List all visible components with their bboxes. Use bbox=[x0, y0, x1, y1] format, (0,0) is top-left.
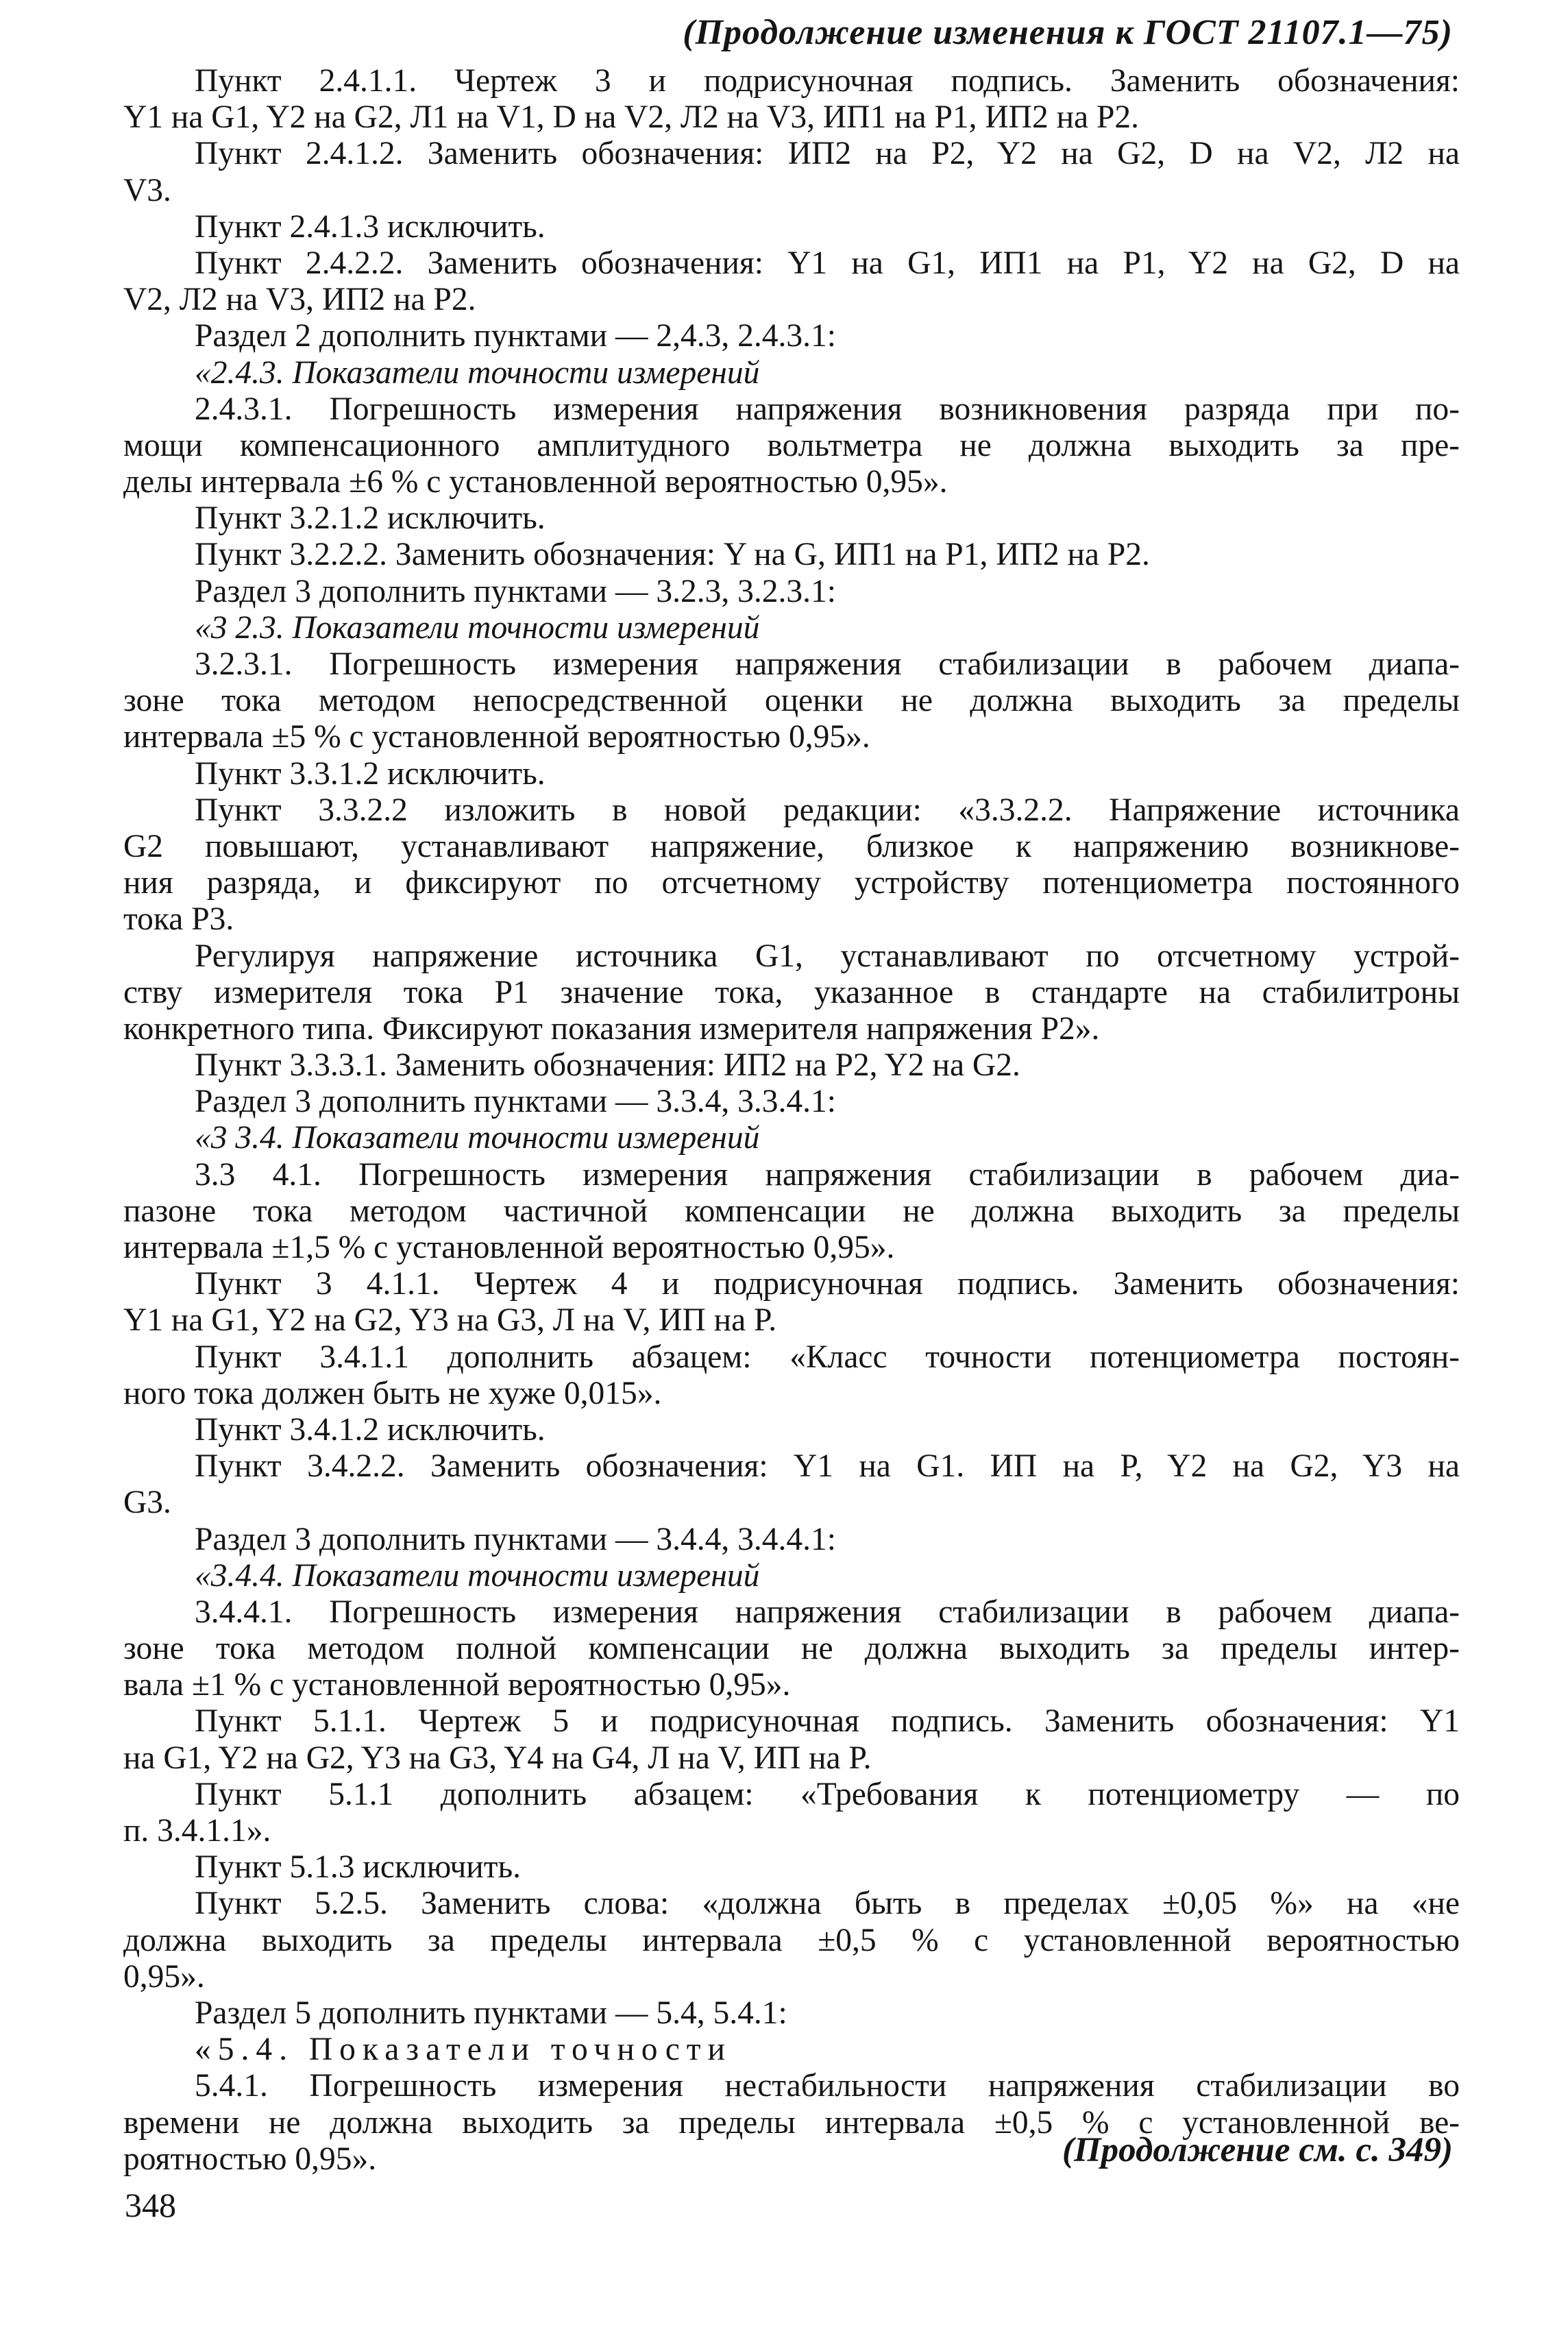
page-header: (Продолжение изменения к ГОСТ 21107.1—75) bbox=[683, 13, 1453, 52]
text-line: Пункт 2.4.1.1. Чертеж 3 и подрисуночная подпись. Заменить обозначения: bbox=[195, 63, 1460, 99]
text-line: времени не должна выходить за пределы интервала ±0,5 % с установленной ве- bbox=[123, 2104, 1460, 2141]
text-line: Пункт 3.3.1.2 исключить. bbox=[195, 755, 546, 792]
text-line: Пункт 3.3.3.1. Заменить обозначения: ИП2 на P2, Y2 на G2. bbox=[195, 1047, 1020, 1084]
text-line: роятностью 0,95». bbox=[123, 2141, 377, 2177]
text-line: «2.4.3. Показатели точности измерений bbox=[195, 354, 760, 391]
page-number: 348 bbox=[125, 2186, 176, 2224]
text-line: Y1 на G1, Y2 на G2, Л1 на V1, D на V2, Л2 на V3, ИП1 на P1, ИП2 на P2. bbox=[123, 99, 1140, 136]
text-line: Регулируя напряжение источника G1, устанавливают по отсчетному устрой- bbox=[195, 938, 1460, 974]
text-line: «3 3.4. Показатели точности измерений bbox=[195, 1120, 760, 1156]
continuation-note: (Продолжение см. с. 349) bbox=[1062, 2131, 1453, 2169]
text-line: п. 3.4.1.1». bbox=[123, 1813, 271, 1849]
text-line: Пункт 2.4.1.3 исключить. bbox=[195, 208, 546, 245]
text-line: Пункт 3.4.2.2. Заменить обозначения: Y1 на G1. ИП на P, Y2 на G2, Y3 на bbox=[195, 1448, 1460, 1485]
text-line: 3.2.3.1. Погрешность измерения напряжения стабилизации в рабочем диапа- bbox=[195, 646, 1460, 682]
text-line: Пункт 3.4.1.2 исключить. bbox=[195, 1411, 546, 1448]
text-line: G3. bbox=[123, 1485, 171, 1521]
text-line: конкретного типа. Фиксируют показания измерителя напряжения P2». bbox=[123, 1010, 1100, 1047]
text-line: 0,95». bbox=[123, 1958, 205, 1995]
text-line: 2.4.3.1. Погрешность измерения напряжения возникновения разряда при по- bbox=[195, 391, 1460, 427]
text-line: зоне тока методом полной компенсации не должна выходить за пределы интер- bbox=[123, 1631, 1460, 1667]
document-body bbox=[123, 63, 1460, 2178]
text-line: ству измерителя тока P1 значение тока, указанное в стандарте на стабилитроны bbox=[123, 974, 1460, 1010]
text-line: Пункт 3 4.1.1. Чертеж 4 и подрисуночная подпись. Заменить обозначения: bbox=[195, 1266, 1460, 1302]
text-line: 3.4.4.1. Погрешность измерения напряжения стабилизации в рабочем диапа- bbox=[195, 1594, 1460, 1630]
text-line: зоне тока методом непосредственной оценки не должна выходить за пределы bbox=[123, 683, 1460, 719]
text-line: Пункт 5.1.3 исключить. bbox=[195, 1849, 521, 1886]
text-line: Пункт 2.4.2.2. Заменить обозначения: Y1 на G1, ИП1 на P1, Y2 на G2, D на bbox=[195, 245, 1460, 281]
text-line: 5.4.1. Погрешность измерения нестабильности напряжения стабилизации во bbox=[195, 2068, 1460, 2104]
text-line: тока P3. bbox=[123, 901, 234, 938]
text-line: Раздел 2 дополнить пунктами — 2,4.3, 2.4.3.1: bbox=[195, 318, 836, 354]
text-line: «5.4. Показатели точности bbox=[195, 2032, 732, 2068]
text-line: Пункт 3.4.1.1 дополнить абзацем: «Класс точности потенциометра постоян- bbox=[195, 1339, 1460, 1375]
text-line: V2, Л2 на V3, ИП2 на P2. bbox=[123, 282, 476, 318]
text-line: Раздел 3 дополнить пунктами — 3.3.4, 3.3.4.1: bbox=[195, 1084, 836, 1120]
text-line: интервала ±5 % с установленной вероятностью 0,95». bbox=[123, 719, 870, 755]
text-line: Пункт 2.4.1.2. Заменить обозначения: ИП2 на P2, Y2 на G2, D на V2, Л2 на bbox=[195, 136, 1460, 172]
text-line: Раздел 5 дополнить пунктами — 5.4, 5.4.1: bbox=[195, 1995, 787, 2031]
text-line: пазоне тока методом частичной компенсации не должна выходить за пределы bbox=[123, 1193, 1460, 1229]
text-line: Y1 на G1, Y2 на G2, Y3 на G3, Л на V, ИП на P. bbox=[123, 1302, 777, 1339]
text-line: Раздел 3 дополнить пунктами — 3.4.4, 3.4.4.1: bbox=[195, 1521, 836, 1557]
text-line: Пункт 5.2.5. Заменить слова: «должна быть в пределах ±0,05 %» на «не bbox=[195, 1886, 1460, 1922]
text-line: Пункт 5.1.1 дополнить абзацем: «Требования к потенциометру — по bbox=[195, 1776, 1460, 1812]
text-line: V3. bbox=[123, 172, 171, 208]
text-line: «3.4.4. Показатели точности измерений bbox=[195, 1557, 760, 1594]
text-line: «3 2.3. Показатели точности измерений bbox=[195, 609, 760, 646]
text-line: на G1, Y2 на G2, Y3 на G3, Y4 на G4, Л на V, ИП на P. bbox=[123, 1740, 872, 1776]
text-line: Пункт 5.1.1. Чертеж 5 и подрисуночная подпись. Заменить обозначения: Y1 bbox=[195, 1703, 1460, 1740]
text-line: ного тока должен быть не хуже 0,015». bbox=[123, 1375, 662, 1411]
text-line: 3.3 4.1. Погрешность измерения напряжения стабилизации в рабочем диа- bbox=[195, 1156, 1460, 1193]
text-line: Раздел 3 дополнить пунктами — 3.2.3, 3.2.3.1: bbox=[195, 573, 836, 609]
text-line: интервала ±1,5 % с установленной вероятностью 0,95». bbox=[123, 1230, 895, 1265]
text-line: должна выходить за пределы интервала ±0,5 % с установленной вероятностью bbox=[123, 1922, 1460, 1958]
text-line: Пункт 3.2.2.2. Заменить обозначения: Y на G, ИП1 на P1, ИП2 на P2. bbox=[195, 537, 1150, 573]
text-line: ния разряда, и фиксируют по отсчетному устройству потенциометра постоянного bbox=[123, 865, 1460, 901]
text-line: Пункт 3.3.2.2 изложить в новой редакции: «3.3.2.2. Напряжение источника bbox=[195, 792, 1460, 828]
text-line: Пункт 3.2.1.2 исключить. bbox=[195, 500, 546, 537]
text-line: G2 повышают, устанавливают напряжение, близкое к напряжению возникнове- bbox=[123, 828, 1460, 864]
text-line: вала ±1 % с установленной вероятностью 0,95». bbox=[123, 1667, 791, 1703]
text-line: мощи компенсационного амплитудного вольтметра не должна выходить за пре- bbox=[123, 427, 1460, 463]
text-line: делы интервала ±6 % с установленной вероятностью 0,95». bbox=[123, 464, 948, 500]
